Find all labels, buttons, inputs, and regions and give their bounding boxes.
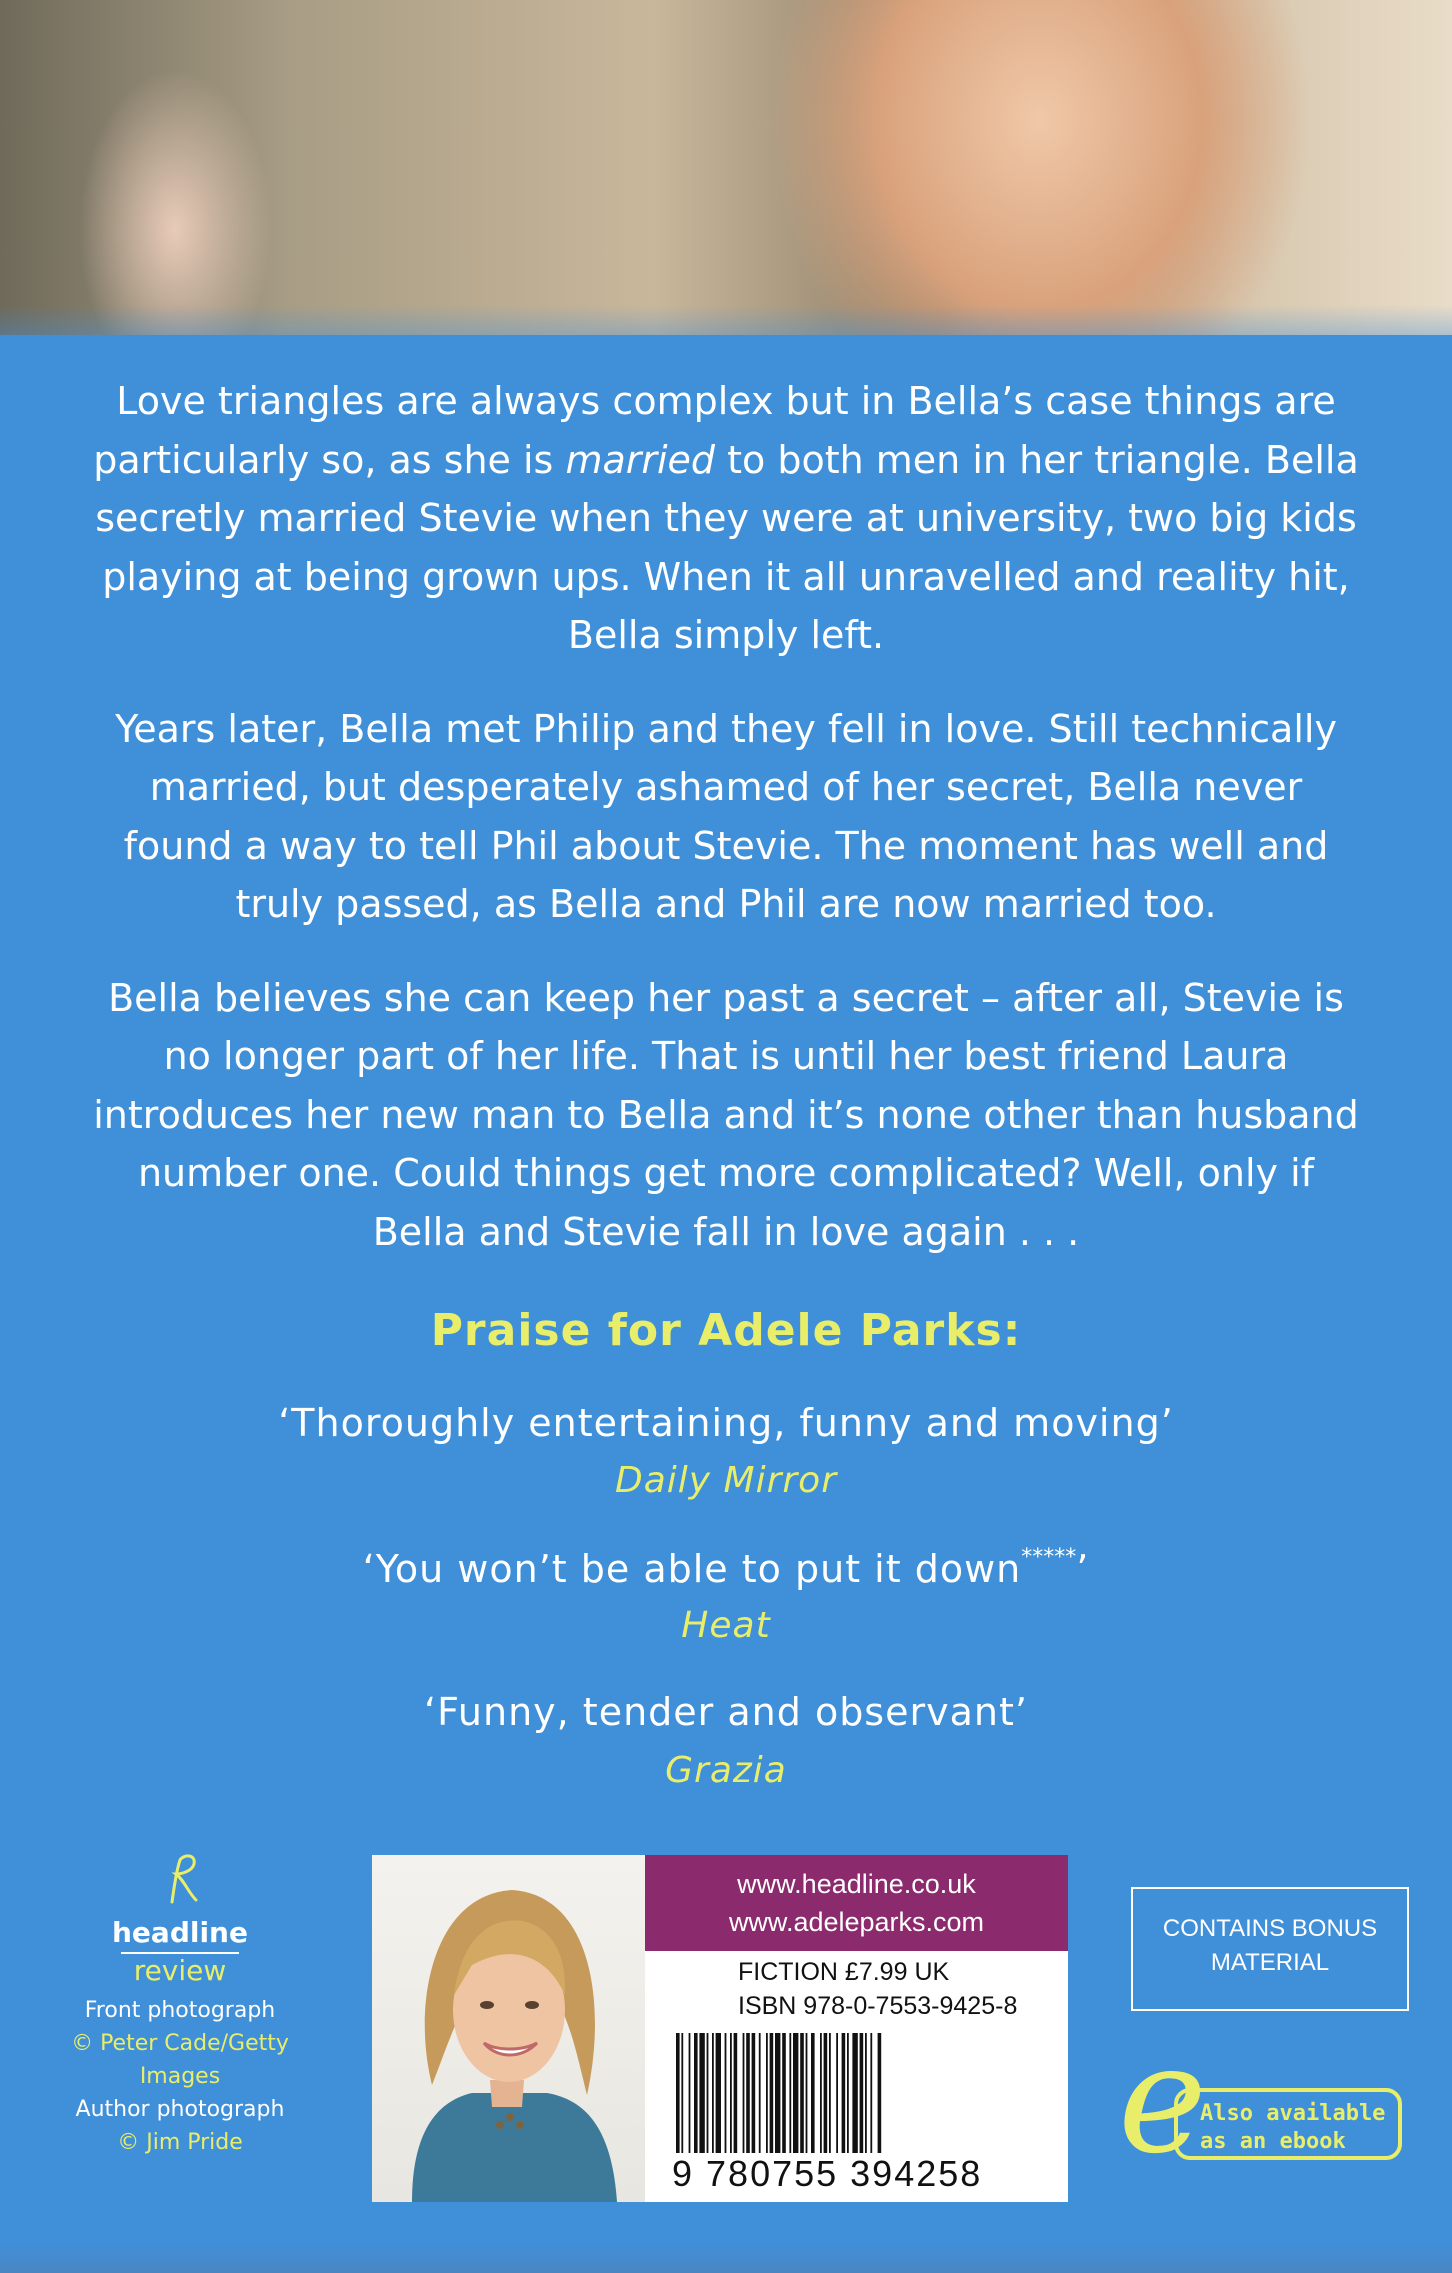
isbn: ISBN 978-0-7553-9425-8 [738,1992,1018,2020]
praise-source-2: Heat [681,1605,771,1646]
ebook-badge [1118,2013,1418,2187]
blurb-paragraph-1: Love triangles are always complex but in Bella’s case things are particularly so, as she is married to both men in her triangle. Bella secretly married Stevie when they were at university, two big kids playing at being grown ups. When it all unravelled and reality hit, Bella simply left. [93,379,1359,657]
publisher-imprint: review [133,1954,227,1987]
blurb-paragraph-3: Bella believes she can keep her past a secret – after all, Stevie is no longer part of her life. That is until her best friend Laura introduces her new man to Bella and it’s none other than husband number one. Could things get more complicated? Well, only if Bella and Stevie fall in love again . . . [93,975,1359,1254]
ebook-label: Also available as an ebook [1174,2088,1402,2160]
praise-source-3: Grazia [665,1750,787,1791]
bottom-edge [0,2242,1452,2273]
praise-quote-2: ‘You won’t be able to put it down*****’ [362,1545,1090,1591]
headline-review-logo-icon [150,1850,210,1910]
publisher-block [50,1850,310,2159]
author-url[interactable]: www.adeleparks.com [728,1907,985,1937]
barcode-number: 9 780755 394258 [672,2153,983,2194]
blurb-paragraph-2: Years later, Bella met Philip and they fell in love. Still technically married, but desperately ashamed of her secret, Bella never found a way to tell Phil about Stevie. The moment has well and truly passed, as Bella and Phil are now married too. [115,706,1337,926]
bonus-material-badge: CONTAINS BONUS MATERIAL [1131,1887,1409,2011]
rating-stars: ***** [1021,1545,1077,1570]
praise-heading: Praise for Adele Parks: [430,1305,1022,1356]
publisher-url[interactable]: www.headline.co.uk [737,1869,976,1899]
praise-quote-3: ‘Funny, tender and observant’ [424,1690,1028,1734]
price-info [738,1955,1058,2023]
author-photo [372,1855,645,2202]
photo-credits: Front photograph © Peter Cade/Getty Images Author photograph © Jim Pride [71,1998,289,2155]
ebook-e-icon: e [1118,2013,1207,2187]
barcode-icon [672,2033,1052,2153]
barcode-panel [372,1855,1068,2202]
blurb [90,372,1362,1296]
cover-photo [0,0,1452,335]
publisher-name: headline [50,1916,310,1954]
praise-source-1: Daily Mirror [614,1460,838,1501]
website-band [645,1855,1068,1951]
praise-quote-1: ‘Thoroughly entertaining, funny and moving’ [278,1401,1174,1445]
price: FICTION £7.99 UK [738,1958,950,1986]
